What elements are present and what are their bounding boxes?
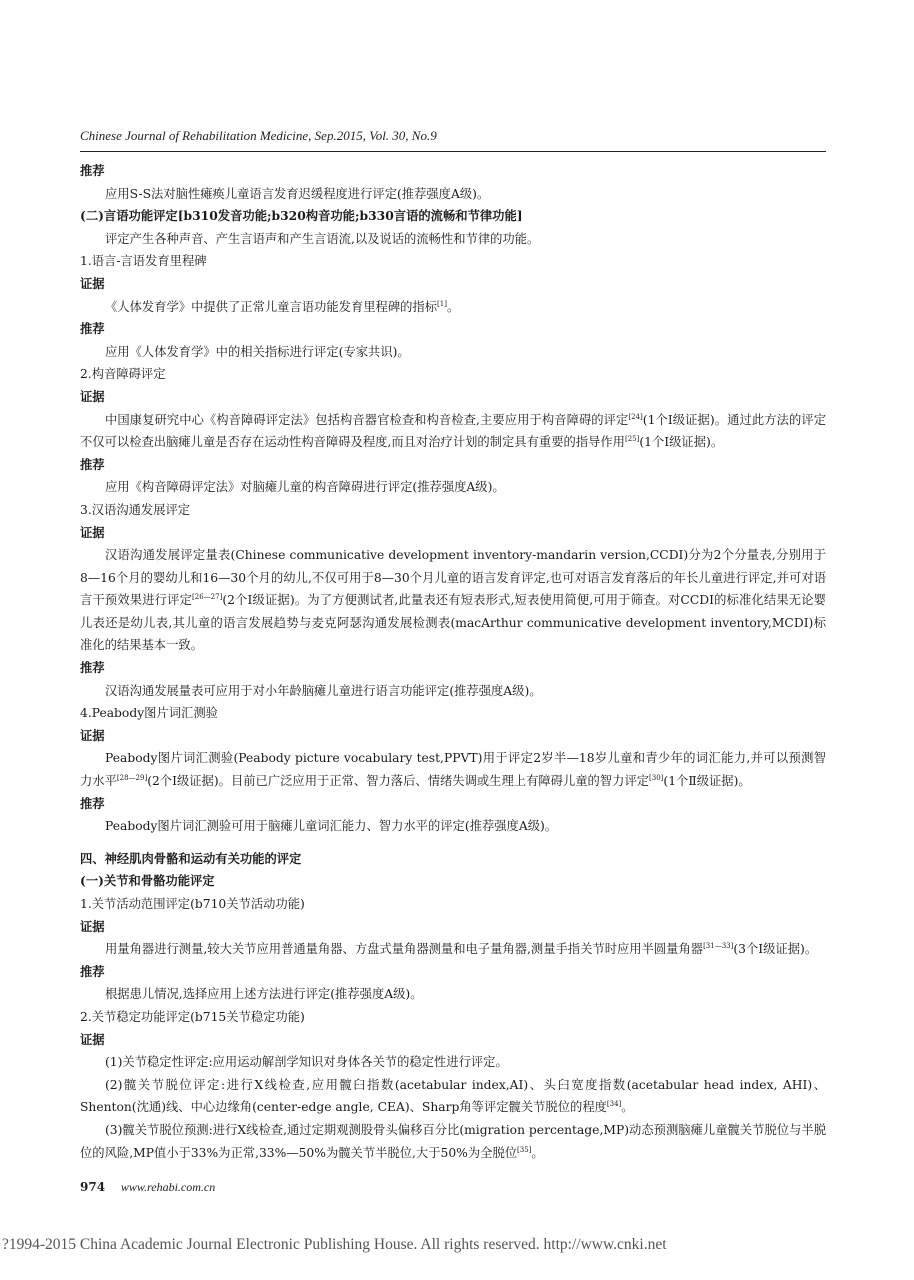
evidence-text: (1)关节稳定性评定:应用运动解剖学知识对身体各关节的稳定性进行评定。 <box>105 1055 508 1070</box>
section-heading-part4: 四、神经肌肉骨骼和运动有关功能的评定 <box>80 850 302 866</box>
recommendation-label: 推荐 <box>80 321 105 337</box>
recommendation-label: 推荐 <box>80 163 105 178</box>
evidence-text: 用量角器进行测量,较大关节应用普通量角器、方盘式量角器测量和电子量角器,测量手指关节时应用半圆量角器[31—33](3个Ⅰ级证据)。 <box>105 942 818 957</box>
recommendation-text: Peabody图片词汇测验可用于脑瘫儿童词汇能力、智力水平的评定(推荐强度A级)。 <box>105 819 558 834</box>
recommendation-text: 汉语沟通发展量表可应用于对小年龄脑瘫儿童进行语言功能评定(推荐强度A级)。 <box>105 683 542 698</box>
citation: [25] <box>624 435 640 444</box>
page-footer <box>80 1180 215 1195</box>
recommendation-label: 推荐 <box>80 795 105 811</box>
recommendation-text: 应用S-S法对脑性瘫痪儿童语言发育迟缓程度进行评定(推荐强度A级)。 <box>105 186 490 201</box>
citation: [26—27] <box>192 593 223 602</box>
evidence-text: 中国康复研究中心《构音障碍评定法》包括构音器官检查和构音检查,主要应用于构音障碍的评定[24](1个Ⅰ级证据)。通过此方法的评定不仅可以检查出脑瘫儿童是否存在运动性构音障碍及程度,而且对治疗计划的制定具有重要的指导作用[25](1个Ⅰ级证据)。 <box>80 412 826 450</box>
evidence-text: Peabody图片词汇测验(Peabody picture vocabulary test,PPVT)用于评定2岁半—18岁儿童和青少年的词汇能力,并可以预测智力水平[28—29](2个Ⅰ级证据)。目前已广泛应用于正常、智力落后、情绪失调或生理上有障碍儿童的智力评定[30](1个Ⅱ级证据)。 <box>80 751 826 789</box>
evidence-label: 证据 <box>80 918 105 934</box>
subheading-dysarthria: 2.构音障碍评定 <box>80 367 166 382</box>
header-rule <box>80 151 826 152</box>
recommendation-text: 应用《构音障碍评定法》对脑瘫儿童的构音障碍进行评定(推荐强度A级)。 <box>105 480 505 495</box>
evidence-label: 证据 <box>80 275 105 291</box>
subheading-rom: 1.关节活动范围评定(b710关节活动功能) <box>80 897 305 911</box>
section-intro: 评定产生各种声音、产生言语声和产生言语流,以及说话的流畅性和节律的功能。 <box>105 231 540 246</box>
recommendation-label: 推荐 <box>80 963 105 979</box>
footer-url: www.rehabi.com.cn <box>120 1180 216 1194</box>
citation: [30] <box>649 773 664 782</box>
subheading-stability: 2.关节稳定功能评定(b715关节稳定功能) <box>80 1009 305 1024</box>
evidence-label: 证据 <box>80 727 105 743</box>
evidence-text: 汉语沟通发展评定量表(Chinese communicative development inventory-mandarin version,CCDI)分为2个分量表,分别用于8—16个月的婴幼儿和16—30个月的幼儿,不仅可用于8—30个月儿童的语言发育评定,也可对语言发育落后的年长儿童进行评定,并可对语言干预效果进行评定[26—27](2个Ⅰ级证据)。为了方便测试者,此量表还有短表形式,短表使用简便,可用于筛查。对CCDI的标准化结果无论婴儿表还是幼儿表,其儿童的语言发展趋势与麦克阿瑟沟通发展检测表(macArthur communicative development inventory,MCDI)标准化的结果基本一致。 <box>80 548 826 653</box>
section-gap <box>80 838 826 848</box>
evidence-label: 证据 <box>80 1031 105 1047</box>
evidence-text: 《人体发育学》中提供了正常儿童言语功能发育里程碑的指标[1]。 <box>105 299 460 314</box>
evidence-label: 证据 <box>80 388 105 404</box>
evidence-label: 证据 <box>80 524 105 540</box>
citation: [1] <box>437 299 447 308</box>
subheading-ccdi: 3.汉语沟通发展评定 <box>80 502 191 517</box>
citation: [31—33] <box>703 942 734 951</box>
subheading-milestone: 1.语言-言语发育里程碑 <box>80 254 207 269</box>
section-heading-speech: (二)言语功能评定[b310发音功能;b320构音功能;b330言语的流畅和节律功能] <box>80 208 523 224</box>
evidence-text: (2)髋关节脱位评定:进行X线检查,应用髋臼指数(acetabular index,AI)、头臼宽度指数(acetabular head index, AHI)、Shenton(沈通)线、中心边缘角(center-edge angle, CEA)、Sharp角等评定髋关节脱位的程度[34]。 <box>80 1077 826 1115</box>
recommendation-label: 推荐 <box>80 660 105 676</box>
article-body <box>80 160 826 1164</box>
citation: [34] <box>606 1100 622 1109</box>
citation: [35] <box>517 1145 532 1154</box>
copyright-notice: ?1994-2015 China Academic Journal Electronic Publishing House. All rights reserved. http://www.cnki.net <box>2 1236 667 1253</box>
citation: [24] <box>628 412 643 421</box>
subheading-ppvt: 4.Peabody图片词汇测验 <box>80 706 218 721</box>
page-number: 974 <box>80 1180 106 1194</box>
section-heading-joint: (一)关节和骨骼功能评定 <box>80 873 215 889</box>
recommendation-text: 根据患儿情况,选择应用上述方法进行评定(推荐强度A级)。 <box>105 987 423 1002</box>
recommendation-label: 推荐 <box>80 456 105 472</box>
evidence-text: (3)髋关节脱位预测:进行X线检查,通过定期观测股骨头偏移百分比(migration percentage,MP)动态预测脑瘫儿童髋关节脱位与半脱位的风险,MP值小于33%为正常,33%—50%为髋关节半脱位,大于50%为全脱位[35]。 <box>80 1122 826 1160</box>
citation: [28—29] <box>116 773 148 782</box>
recommendation-text: 应用《人体发育学》中的相关指标进行评定(专家共识)。 <box>105 344 410 359</box>
journal-header: Chinese Journal of Rehabilitation Medicine, Sep.2015, Vol. 30, No.9 <box>80 128 437 143</box>
